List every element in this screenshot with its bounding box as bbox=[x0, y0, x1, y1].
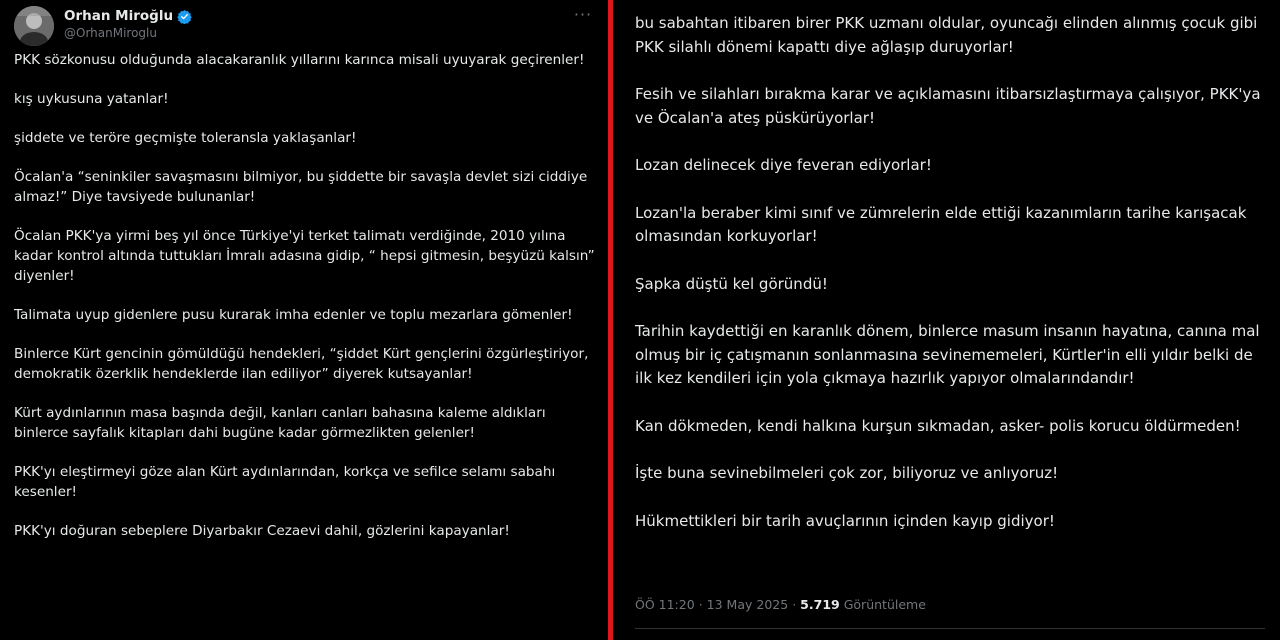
tweet-paragraph: Binlerce Kürt gencinin gömüldüğü hendekleri, “şiddet Kürt gençlerini özgürleştiriyor, demokratik özerklik hendeklerde ilan ediliyor” diyerek kutsayanlar! bbox=[14, 346, 589, 382]
views-label: Görüntüleme bbox=[843, 597, 926, 612]
tweet-paragraph: Kan dökmeden, kendi halkına kurşun sıkmadan, asker- polis korucu öldürmeden! bbox=[635, 416, 1241, 435]
tweet-paragraph: PKK'yı doğuran sebeplere Diyarbakır Cezaevi dahil, gözlerini kapayanlar! bbox=[14, 523, 510, 539]
tweet-paragraph: kış uykusuna yatanlar! bbox=[14, 91, 169, 107]
tweet-paragraph: Kürt aydınlarının masa başında değil, kanları canları bahasına kaleme aldıkları binlerce sayfalık kitapları dahi bugüne kadar görmezlikten gelenler! bbox=[14, 405, 546, 441]
tweet-paragraph: Tarihin kaydettiği en karanlık dönem, binlerce masum insanın hayatına, canına mal olmuş bir iç çatışmanın sonlanmasına sevinememeleri, Kürtler'in elli yıldır belki de ilk kez kendileri için yola çıkmaya hazırlık yapıyor olmalarındandır! bbox=[635, 322, 1260, 387]
tweet-text-left bbox=[14, 50, 596, 560]
tweet-text-right bbox=[635, 12, 1265, 557]
tweet-paragraph: Öcalan PKK'ya yirmi beş yıl önce Türkiye'yi terket talimatı verdiğinde, 2010 yılına kadar kontrol altında tuttukları İmralı adasına gidip, “ hepsi gitmesin, beşyüzü kalsın” diyenler! bbox=[14, 228, 595, 284]
tweet-right-panel bbox=[613, 0, 1280, 640]
tweet-paragraph: şiddete ve teröre geçmişte toleransla yaklaşanlar! bbox=[14, 130, 357, 146]
tweet-paragraph: PKK'yı eleştirmeyi göze alan Kürt aydınlarından, korkça ve sefilce selamı sabahı kesenler! bbox=[14, 464, 556, 500]
author-display-name[interactable]: Orhan Miroğlu bbox=[64, 8, 174, 24]
more-options-icon[interactable]: ··· bbox=[573, 5, 593, 24]
view-count: 5.719 bbox=[800, 597, 840, 612]
meta-separator: · bbox=[698, 597, 703, 612]
verified-badge-icon bbox=[177, 9, 192, 24]
tweet-paragraph: Talimata uyup gidenlere pusu kurarak imha edenler ve toplu mezarlara gömenler! bbox=[14, 307, 573, 323]
tweet-paragraph: İşte buna sevinebilmeleri çok zor, biliyoruz ve anlıyoruz! bbox=[635, 464, 1059, 482]
name-row bbox=[64, 8, 192, 24]
tweet-paragraph: PKK sözkonusu olduğunda alacakaranlık yıllarını karınca misali uyuyarak geçirenler! bbox=[14, 52, 585, 68]
tweet-paragraph: bu sabahtan itibaren birer PKK uzmanı oldular, oyuncağı elinden alınmış çocuk gibi PKK silahlı dönemi kapattı diye ağlaşıp duruyorlar! bbox=[635, 14, 1258, 56]
tweet-paragraph: Hükmettikleri bir tarih avuçlarının içinden kayıp gidiyor! bbox=[635, 511, 1055, 530]
tweet-paragraph: Şapka düştü kel göründü! bbox=[635, 274, 828, 293]
tweet-paragraph: Lozan delinecek diye feveran ediyorlar! bbox=[635, 156, 932, 174]
tweet-meta bbox=[635, 597, 926, 612]
avatar[interactable] bbox=[14, 6, 54, 46]
tweet-left-panel bbox=[0, 0, 608, 640]
tweet-header bbox=[14, 5, 599, 45]
tweet-time[interactable]: ÖÖ 11:20 bbox=[635, 597, 695, 612]
tweet-paragraph: Fesih ve silahları bırakma karar ve açıklamasını itibarsızlaştırmaya çalışıyor, PKK'ya ve Öcalan'a ateş püskürüyorlar! bbox=[635, 85, 1261, 127]
tweet-paragraph: Lozan'la beraber kimi sınıf ve zümrelerin elde ettiği kazanımların tarihe karışacak olmasından korkuyorlar! bbox=[635, 203, 1247, 245]
bottom-divider bbox=[635, 628, 1265, 629]
meta-separator: · bbox=[792, 597, 797, 612]
tweet-date[interactable]: 13 May 2025 bbox=[706, 597, 789, 612]
author-handle[interactable]: @OrhanMiroglu bbox=[64, 26, 157, 40]
tweet-paragraph: Öcalan'a “seninkiler savaşmasını bilmiyor, bu şiddette bir savaşla devlet sizi ciddiye almaz!” Diye tavsiyede bulunanlar! bbox=[14, 169, 588, 205]
